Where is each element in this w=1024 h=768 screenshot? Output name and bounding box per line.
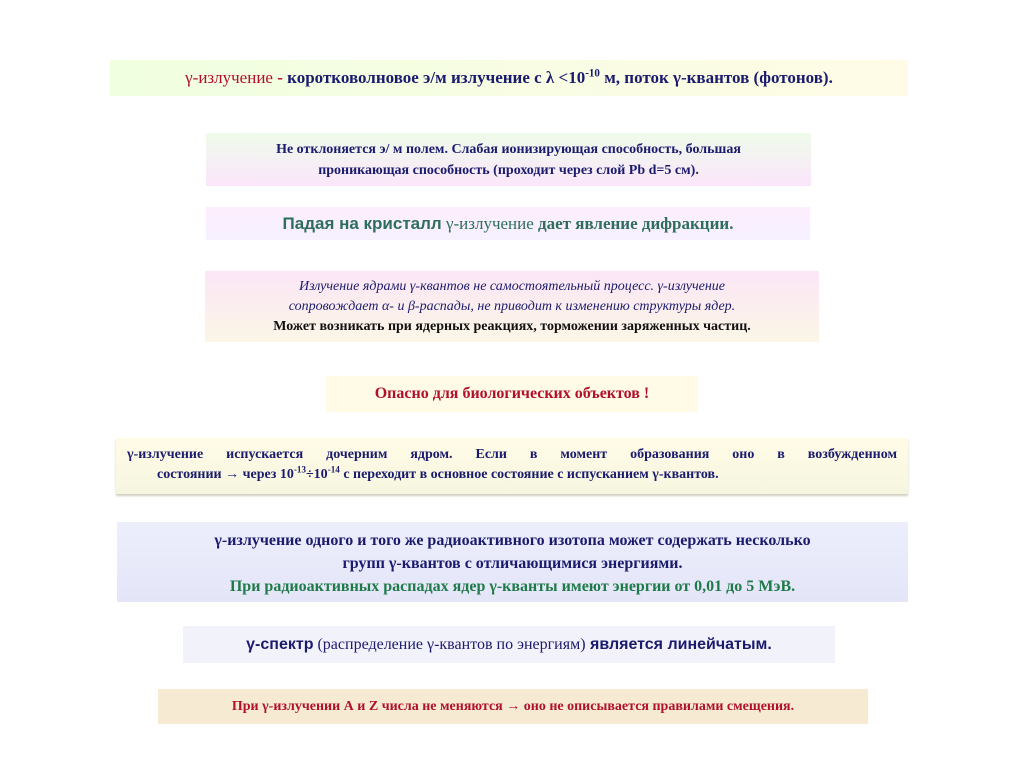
- gamma-term: γ-излучение: [185, 68, 273, 87]
- exponent-13: -13: [293, 464, 306, 475]
- energy-line-1: γ-излучение одного и того же радиоактивного изотопа может содержать несколько: [214, 532, 811, 549]
- spectrum-box: [183, 626, 835, 663]
- emission-box: [116, 438, 908, 494]
- exponent-14: -14: [327, 464, 340, 475]
- process-line-1: Излучение ядрами γ-квантов не самостоятельный процесс. γ-излучение: [298, 279, 726, 294]
- process-box: [205, 271, 819, 342]
- emission-line-2-start: состоянии → через 10: [157, 467, 294, 482]
- emission-line-2: [127, 465, 897, 485]
- properties-box: [206, 133, 811, 186]
- definition-text-main: коротковолновое э/м излучение с λ <10: [287, 68, 586, 87]
- definition-box: [110, 60, 908, 96]
- process-line-3: Может возникать при ядерных реакциях, торможении заряженных частиц.: [273, 319, 751, 334]
- diffraction-term: γ-излучение: [441, 214, 534, 233]
- properties-line-1: Не отклоняется э/ м полем. Слабая ионизирующая способность, большая: [276, 142, 741, 157]
- spectrum-term: γ-спектр: [246, 636, 314, 653]
- energy-line-3: При радиоактивных распадах ядер γ-кванты имеют энергии от 0,01 до 5 МэВ.: [229, 578, 796, 595]
- danger-text: Опасно для биологических объектов !: [374, 385, 650, 402]
- diffraction-box: [206, 207, 810, 240]
- energy-groups-box: [117, 522, 908, 602]
- spectrum-paren-close: ): [580, 636, 586, 653]
- definition-dash: -: [272, 68, 288, 87]
- emission-line-1: γ-излучение испускается дочерним ядром. Если в момент образования оно в возбужденном: [127, 447, 897, 462]
- spectrum-conclusion: является линейчатым.: [585, 636, 772, 653]
- emission-line-2-end: с переходит в основное состояние с испусканием γ-квантов.: [339, 467, 719, 482]
- danger-box: [326, 376, 698, 412]
- spectrum-definition: распределение γ-квантов по энергиям: [322, 636, 581, 653]
- emission-line-2-mid: ÷10: [306, 467, 328, 482]
- process-line-2: сопровождает α- и β-распады, не приводит к изменению структуры ядер.: [288, 299, 736, 314]
- wavelength-exponent: -10: [585, 67, 600, 80]
- displacement-text: При γ-излучении А и Z числа не меняются → оно не описывается правилами смещения.: [231, 699, 795, 714]
- displacement-box: [158, 689, 868, 724]
- diffraction-lead: Падая на кристалл: [282, 214, 442, 233]
- energy-line-2: групп γ-квантов с отличающимися энергиями.: [342, 555, 683, 572]
- properties-line-2: проникающая способность (проходит через слой Pb d=5 см).: [318, 163, 699, 178]
- definition-text-tail: м, поток γ-квантов (фотонов).: [599, 68, 833, 87]
- spectrum-paren-open: (: [313, 636, 323, 653]
- diffraction-tail: дает явление дифракции.: [533, 214, 734, 233]
- definition-text: [287, 68, 833, 87]
